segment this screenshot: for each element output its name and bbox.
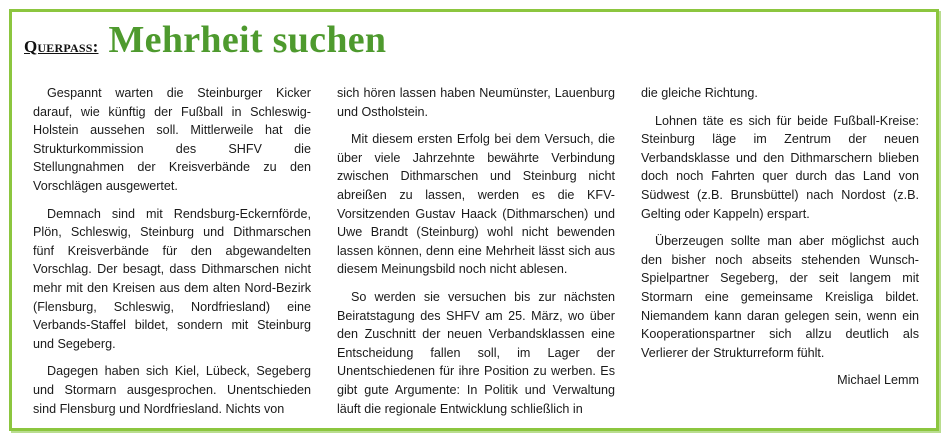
paragraph: Mit diesem ersten Erfolg bei dem Versuch, die über viele Jahrzehnte bewährte Verbindung zwischen Dithmarschen und Steinburg nicht abreißen zu lassen, werden es die KFV-Vorsitzenden Gustav Haack (Dithmarschen) und Uwe Brandt (Steinburg) wohl nicht bewenden lassen können, denn eine Mehrheit lässt sich aus diesem Meinungsbild noch nicht ablesen. bbox=[337, 132, 615, 277]
paragraph: Gespannt warten die Steinburger Kicker darauf, wie künftig der Fußball in Schleswig-Holstein aussehen soll. Mittlerweile hat die Strukturkommission des SHFV die Stellungnahmen der Kreisverbände zu den Vorschlägen ausgewertet. bbox=[33, 86, 311, 193]
paragraph: Demnach sind mit Rendsburg-Eckernförde, Plön, Schleswig, Steinburg und Dithmarschen fünf Kreisverbände für den abgewandelten Vorschlag. Der besagt, dass Dithmarschen nicht mehr mit den Kreisen aus dem alten Nord-Bezirk (Flensburg, Schleswig, Nordfriesland) eine Verbands-Staffel bildet, sondern mit Steinburg und Segeberg. bbox=[33, 206, 311, 351]
headline-kicker: Querpass: bbox=[24, 37, 99, 56]
paragraph: Überzeugen sollte man aber möglichst auch den bisher noch abseits stehenden Wunsch-Spielpartner Segeberg, der seit langem mit Stormarn eine gemeinsame Kreisliga bildet. Niemandem kann daran gelegen sein, wenn ein Kooperationspartner sich allzu deutlich als Verlierer der Strukturreform fühlt. bbox=[641, 234, 919, 360]
paragraph: Dagegen haben sich Kiel, Lübeck, Segeberg und Stormarn ausgesprochen. Unentschieden sind Flensburg und Nordfriesland. Nichts von bbox=[33, 364, 311, 416]
article-column-1 bbox=[33, 84, 311, 427]
article-column-3 bbox=[641, 84, 919, 399]
paragraph: So werden sie versuchen bis zur nächsten Beiratstagung des SHFV am 25. März, wo über den Zuschnitt der neuen Verbandsklassen eine Entscheidung fallen soll, im Lager der Unentschiedenen für ihre Position zu werben. Es gibt gute Argumente: In Politik und Verwaltung läuft die regionale Entwicklung schließlich in bbox=[337, 289, 615, 416]
paragraph: Lohnen täte es sich für beide Fußball-Kreise: Steinburg läge im Zentrum der neuen Verbandsklasse und den Dithmarschern blieben doch noch Fahrten quer durch das Land von Südwest (z.B. Brunsbüttel) nach Nordost (z.B. Gelting oder Kappeln) erspart. bbox=[641, 113, 919, 221]
paragraph: sich hören lassen haben Neumünster, Lauenburg und Ostholstein. bbox=[337, 86, 615, 119]
headline bbox=[24, 18, 386, 62]
article-column-2 bbox=[337, 84, 615, 427]
headline-title: Mehrheit suchen bbox=[108, 19, 387, 61]
author-byline: Michael Lemm bbox=[837, 373, 919, 388]
paragraph: die gleiche Richtung. bbox=[641, 86, 758, 100]
